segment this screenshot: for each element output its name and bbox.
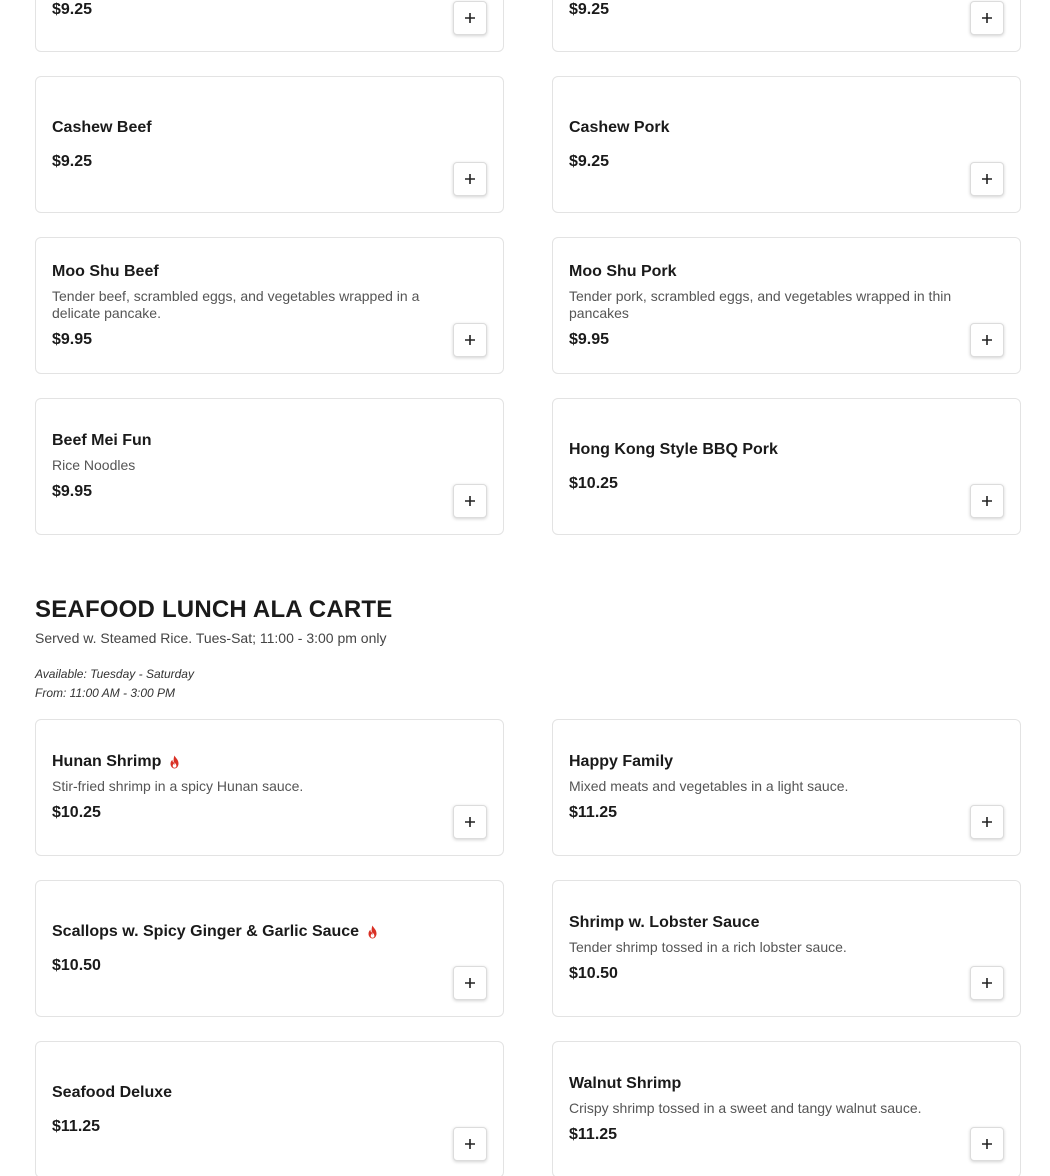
item-name: Hunan Shrimp: [52, 753, 162, 770]
section-subtitle: Served w. Steamed Rice. Tues-Sat; 11:00 - 3:00 pm only: [35, 630, 387, 646]
menu-item-card[interactable]: [552, 76, 1021, 213]
item-name-row: [569, 1074, 1004, 1094]
item-name: Scallops w. Spicy Ginger & Garlic Sauce: [52, 922, 360, 940]
item-name: Cashew Pork: [569, 118, 670, 136]
add-item-button[interactable]: [970, 323, 1004, 357]
item-description: Rice Noodles: [52, 457, 136, 473]
item-name-row: [569, 752, 1004, 772]
add-item-button[interactable]: [453, 323, 487, 357]
item-name: Walnut Shrimp: [569, 1075, 682, 1092]
item-price: $11.25: [52, 1117, 101, 1135]
beef-pork-items-grid: [35, 76, 1021, 535]
item-name-row: [569, 440, 1004, 460]
item-description: Crispy shrimp tossed in a sweet and tangy walnut sauce.: [569, 1100, 922, 1116]
spicy-flame-icon: [168, 755, 181, 769]
item-name: Beef Mei Fun: [52, 432, 152, 449]
plus-icon: [464, 977, 476, 989]
item-name: Moo Shu Pork: [569, 262, 677, 280]
menu-item-card[interactable]: [552, 719, 1021, 856]
availability-hours: From: 11:00 AM - 3:00 PM: [35, 686, 176, 700]
item-name: Cashew Beef: [52, 118, 152, 136]
item-name-row: [52, 752, 487, 772]
item-name: Hong Kong Style BBQ Pork: [569, 440, 778, 458]
menu-item-card[interactable]: [552, 1041, 1021, 1176]
plus-icon: [464, 1138, 476, 1150]
plus-icon: [464, 495, 476, 507]
item-name-row: [52, 922, 487, 942]
menu-item-card[interactable]: [35, 719, 504, 856]
top-items-grid: [35, 0, 1021, 52]
item-price: $9.95: [52, 330, 93, 348]
item-price: $9.25: [569, 1, 610, 18]
item-price: $9.95: [52, 483, 93, 500]
item-price: $10.50: [52, 956, 101, 974]
plus-icon: [464, 12, 476, 24]
item-price: $9.25: [52, 1, 93, 18]
menu-item-card[interactable]: [35, 880, 504, 1017]
item-name-row: [569, 913, 1004, 933]
plus-icon: [981, 1138, 993, 1150]
item-price: $10.50: [569, 965, 618, 982]
item-price: $10.25: [52, 804, 101, 821]
item-name-row: [52, 118, 487, 138]
item-name-row: [52, 1083, 487, 1103]
add-item-button[interactable]: [970, 484, 1004, 518]
item-name-row: [52, 431, 487, 451]
item-name-row: [569, 262, 1004, 282]
menu-item-card[interactable]: [552, 880, 1021, 1017]
section-title: SEAFOOD LUNCH ALA CARTE: [35, 596, 393, 623]
plus-icon: [464, 816, 476, 828]
plus-icon: [981, 977, 993, 989]
item-description: Tender pork, scrambled eggs, and vegetables wrapped in thin pancakes: [569, 287, 952, 321]
menu-item-card[interactable]: [35, 76, 504, 213]
add-item-button[interactable]: [453, 1, 487, 35]
add-item-button[interactable]: [453, 162, 487, 196]
add-item-button[interactable]: [970, 1127, 1004, 1161]
item-price: $11.25: [569, 1126, 618, 1143]
menu-item-card[interactable]: [552, 398, 1021, 535]
item-name-row: [52, 262, 487, 282]
item-name: Seafood Deluxe: [52, 1083, 173, 1101]
add-item-button[interactable]: [453, 805, 487, 839]
plus-icon: [981, 12, 993, 24]
item-name: Moo Shu Beef: [52, 262, 159, 280]
menu-item-card[interactable]: [35, 1041, 504, 1176]
flame-icon: [168, 755, 181, 769]
plus-icon: [464, 173, 476, 185]
menu-item-card[interactable]: [35, 398, 504, 535]
flame-icon: [366, 925, 379, 939]
plus-icon: [981, 495, 993, 507]
item-price: $11.25: [569, 804, 618, 821]
item-price: $9.25: [52, 152, 93, 170]
seafood-items-grid: [35, 719, 1021, 1176]
item-name-row: [569, 118, 1004, 138]
item-name: Shrimp w. Lobster Sauce: [569, 914, 760, 931]
plus-icon: [981, 816, 993, 828]
add-item-button[interactable]: [453, 966, 487, 1000]
plus-icon: [464, 334, 476, 346]
item-description: Tender beef, scrambled eggs, and vegetables wrapped in a delicate pancake.: [52, 287, 420, 321]
item-description: Stir-fried shrimp in a spicy Hunan sauce.: [52, 778, 304, 794]
add-item-button[interactable]: [453, 484, 487, 518]
add-item-button[interactable]: [453, 1127, 487, 1161]
plus-icon: [981, 173, 993, 185]
item-name: Happy Family: [569, 753, 674, 770]
add-item-button[interactable]: [970, 162, 1004, 196]
menu-item-card[interactable]: [552, 0, 1021, 52]
item-price: $9.95: [569, 330, 610, 348]
add-item-button[interactable]: [970, 966, 1004, 1000]
item-price: $10.25: [569, 474, 618, 492]
menu-item-card[interactable]: [35, 237, 504, 374]
plus-icon: [981, 334, 993, 346]
item-description: Tender shrimp tossed in a rich lobster sauce.: [569, 939, 847, 955]
add-item-button[interactable]: [970, 1, 1004, 35]
item-price: $9.25: [569, 152, 610, 170]
add-item-button[interactable]: [970, 805, 1004, 839]
menu-item-card[interactable]: [552, 237, 1021, 374]
spicy-flame-icon: [366, 925, 379, 939]
menu-item-card[interactable]: [35, 0, 504, 52]
availability-days: Available: Tuesday - Saturday: [35, 667, 194, 681]
item-description: Mixed meats and vegetables in a light sauce.: [569, 778, 849, 794]
